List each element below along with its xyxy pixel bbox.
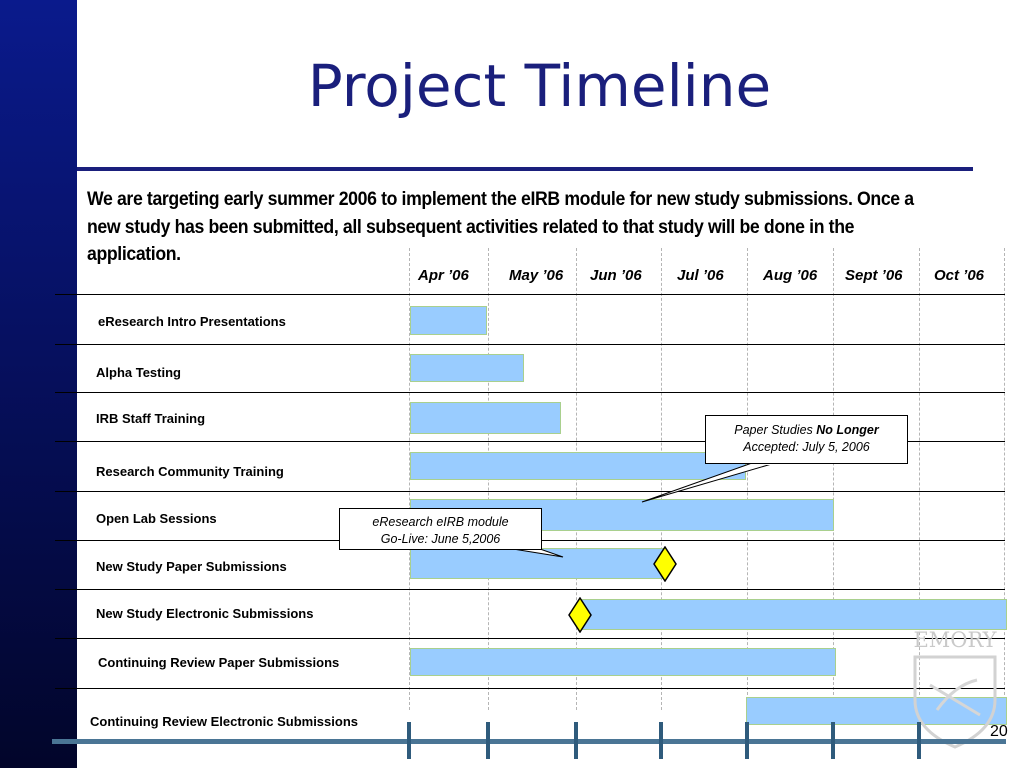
row-divider xyxy=(55,294,1005,295)
row-divider xyxy=(55,392,1005,393)
month-sept: Sept ’06 xyxy=(845,267,903,284)
month-oct: Oct ’06 xyxy=(934,267,985,284)
callout-golive-line2: Go-Live: June 5,2006 xyxy=(380,532,501,546)
callout-paper-line2: Accepted: July 5, 2006 xyxy=(743,440,870,454)
side-band xyxy=(0,0,77,768)
month-aug: Aug ’06 xyxy=(763,267,818,284)
emory-logo-text: EMORY xyxy=(913,628,997,652)
month-divider xyxy=(747,248,748,710)
month-divider xyxy=(833,248,834,710)
task-label-alpha-testing: Alpha Testing xyxy=(96,365,181,380)
month-apr: Apr ’06 xyxy=(418,267,469,284)
task-label-new-study-electronic: New Study Electronic Submissions xyxy=(96,606,314,621)
milestone-golive-diamond xyxy=(568,597,592,633)
row-divider xyxy=(55,638,1005,639)
gantt-bar-continuing-review-paper xyxy=(410,648,836,676)
callout-paper-bold: No Longer xyxy=(816,423,879,437)
slide-title: Project Timeline xyxy=(307,52,772,120)
callout-paper-prefix: Paper Studies xyxy=(734,423,817,437)
axis-tick xyxy=(745,722,749,759)
axis-tick xyxy=(407,722,411,759)
gantt-bar-alpha-testing xyxy=(410,354,524,382)
month-may: May ’06 xyxy=(509,267,564,284)
intro-paragraph: We are targeting early summer 2006 to implement the eIRB module for new study submissions. Once a new study has been submitted, all subsequent activities related to that study will be done in the application. xyxy=(87,189,914,265)
timeline-axis xyxy=(52,739,1006,744)
gantt-bar-new-study-paper xyxy=(410,548,665,579)
axis-tick xyxy=(917,722,921,759)
row-divider xyxy=(55,491,1005,492)
task-label-irb-staff-training: IRB Staff Training xyxy=(96,411,206,426)
callout-golive-line1: eResearch eIRB module xyxy=(372,515,509,529)
task-label-continuing-review-electronic: Continuing Review Electronic Submissions xyxy=(90,714,358,729)
milestone-paper-no-longer-diamond xyxy=(653,546,677,582)
axis-tick xyxy=(486,722,490,759)
gantt-bar-research-community-training xyxy=(410,452,746,480)
row-divider xyxy=(55,589,1005,590)
callout-paper-line1 xyxy=(706,422,907,439)
task-label-intro-presentations: eResearch Intro Presentations xyxy=(98,314,286,329)
row-divider xyxy=(55,344,1005,345)
task-label-open-lab-sessions: Open Lab Sessions xyxy=(96,511,217,526)
title-underline xyxy=(77,167,973,171)
axis-tick xyxy=(831,722,835,759)
task-label-research-community-training: Research Community Training xyxy=(96,464,284,479)
gantt-bar-irb-staff-training xyxy=(410,402,561,434)
month-jul: Jul ’06 xyxy=(677,267,724,284)
callout-paper-studies xyxy=(705,415,908,464)
row-divider xyxy=(55,688,1005,689)
month-jun: Jun ’06 xyxy=(590,267,642,284)
task-label-continuing-review-paper: Continuing Review Paper Submissions xyxy=(98,655,340,670)
axis-tick xyxy=(659,722,663,759)
page-number: 20 xyxy=(990,723,1008,740)
axis-tick xyxy=(574,722,578,759)
task-label-new-study-paper: New Study Paper Submissions xyxy=(96,559,287,574)
gantt-bar-intro-presentations xyxy=(410,306,487,335)
callout-golive xyxy=(339,508,542,550)
